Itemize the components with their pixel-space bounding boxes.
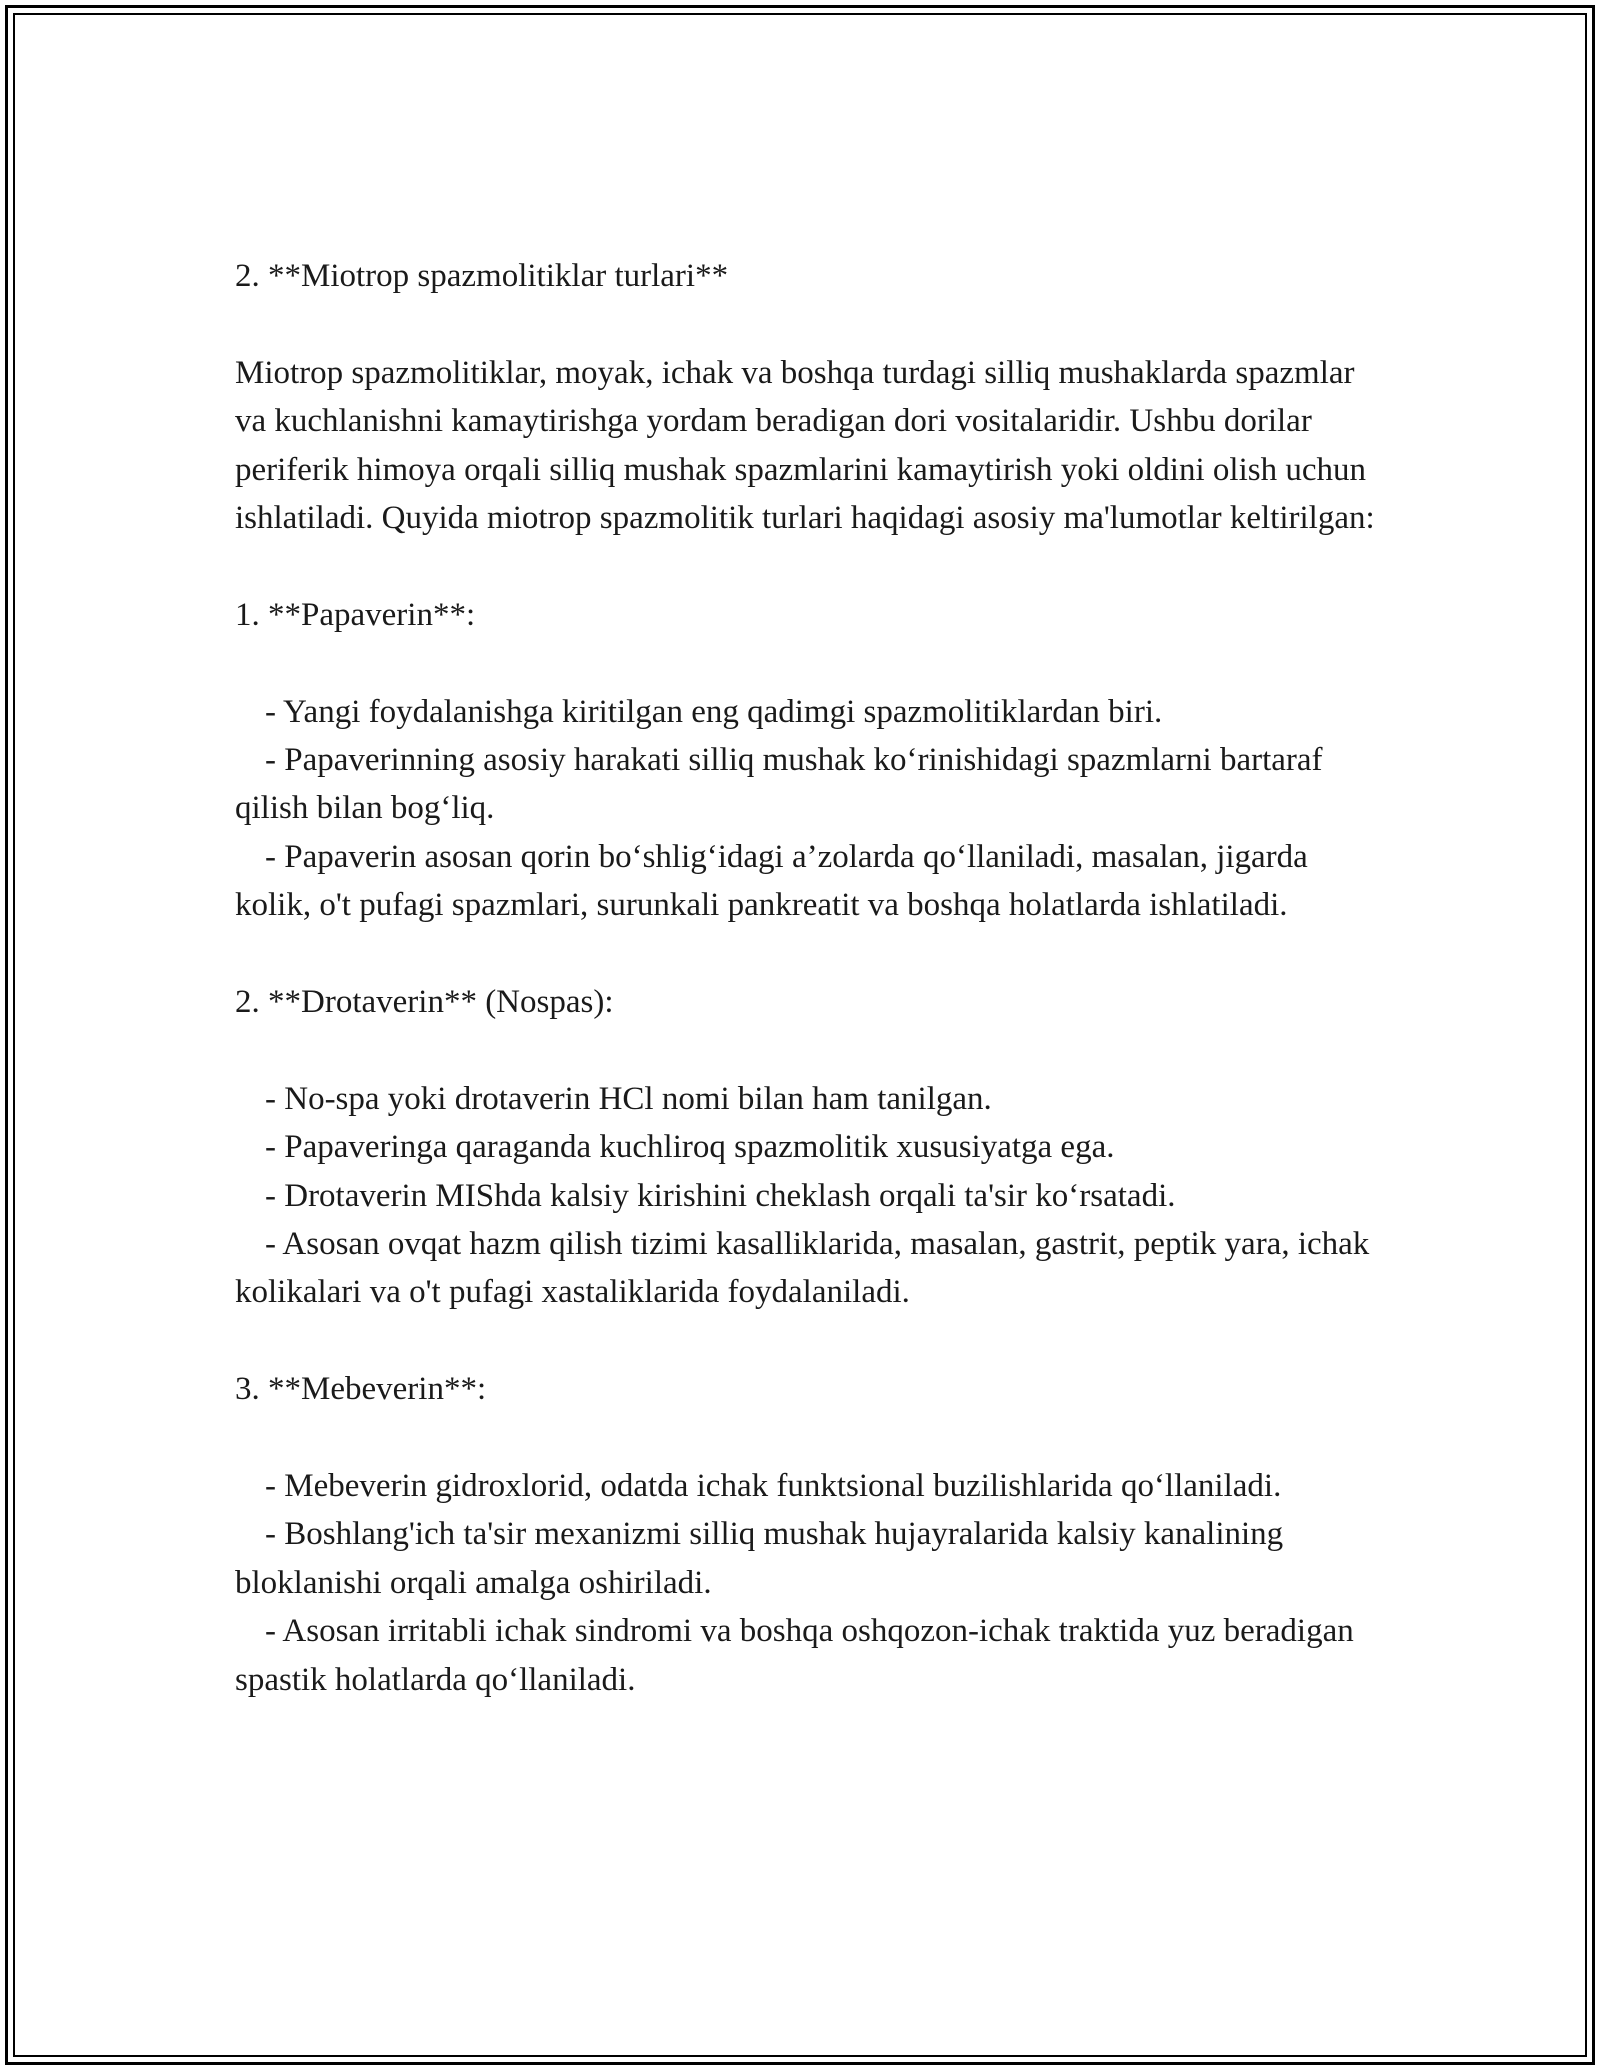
document-body	[235, 252, 1375, 1704]
item-title-mebeverin: 3. **Mebeverin**:	[235, 1371, 487, 1408]
list-item: - Papaverin asosan qorin bo‘shlig‘idagi a’zolarda qo‘llaniladi, masalan, jigarda kolik, o't pufagi spazmlari, surunkali pankreatit va boshqa holatlarda ishlatiladi.	[235, 838, 1308, 924]
list-item: - Papaverinning asosiy harakati silliq mushak ko‘rinishidagi spazmlarni bartaraf qilish bilan bog‘liq.	[235, 742, 1323, 827]
item-title-drotaverin: 2. **Drotaverin** (Nospas):	[235, 984, 614, 1021]
list-item: - Asosan ovqat hazm qilish tizimi kasalliklarida, masalan, gastrit, peptik yara, ichak kolikalari va o't pufagi xastaliklarida foydalaniladi.	[235, 1226, 1370, 1311]
list-item: - No-spa yoki drotaverin HCl nomi bilan ham tanilgan.	[265, 1080, 992, 1117]
list-item: - Drotaverin MIShda kalsiy kirishini cheklash orqali ta'sir ko‘rsatadi.	[265, 1177, 1176, 1214]
list-item: - Asosan irritabli ichak sindromi va boshqa oshqozon-ichak traktida yuz beradigan spastik holatlarda qo‘llaniladi.	[235, 1613, 1354, 1698]
section-heading: 2. **Miotrop spazmolitiklar turlari**	[235, 258, 729, 294]
list-item: - Mebeverin gidroxlorid, odatda ichak funktsional buzilishlarida qo‘llaniladi.	[265, 1468, 1282, 1505]
item-title-papaverin: 1. **Papaverin**:	[235, 596, 476, 633]
list-item: - Boshlang'ich ta'sir mexanizmi silliq mushak hujayralarida kalsiy kanalining bloklanishi orqali amalga oshiriladi.	[235, 1516, 1284, 1601]
list-item: - Papaveringa qaraganda kuchliroq spazmolitik xususiyatga ega.	[265, 1129, 1115, 1166]
list-item: - Yangi foydalanishga kiritilgan eng qadimgi spazmolitiklardan biri.	[265, 693, 1163, 730]
intro-paragraph: Miotrop spazmolitiklar, moyak, ichak va boshqa turdagi silliq mushaklarda spazmlar va kuchlanishni kamaytirishga yordam beradigan dori vositalaridir. Ushbu dorilar periferik himoya orqali silliq mushak spazmlarini kamaytirish yoki oldini olish uchun ishlatiladi. Quyida miotrop spazmolitik turlari haqidagi asosiy ma'lumotlar keltirilgan:	[235, 354, 1375, 537]
